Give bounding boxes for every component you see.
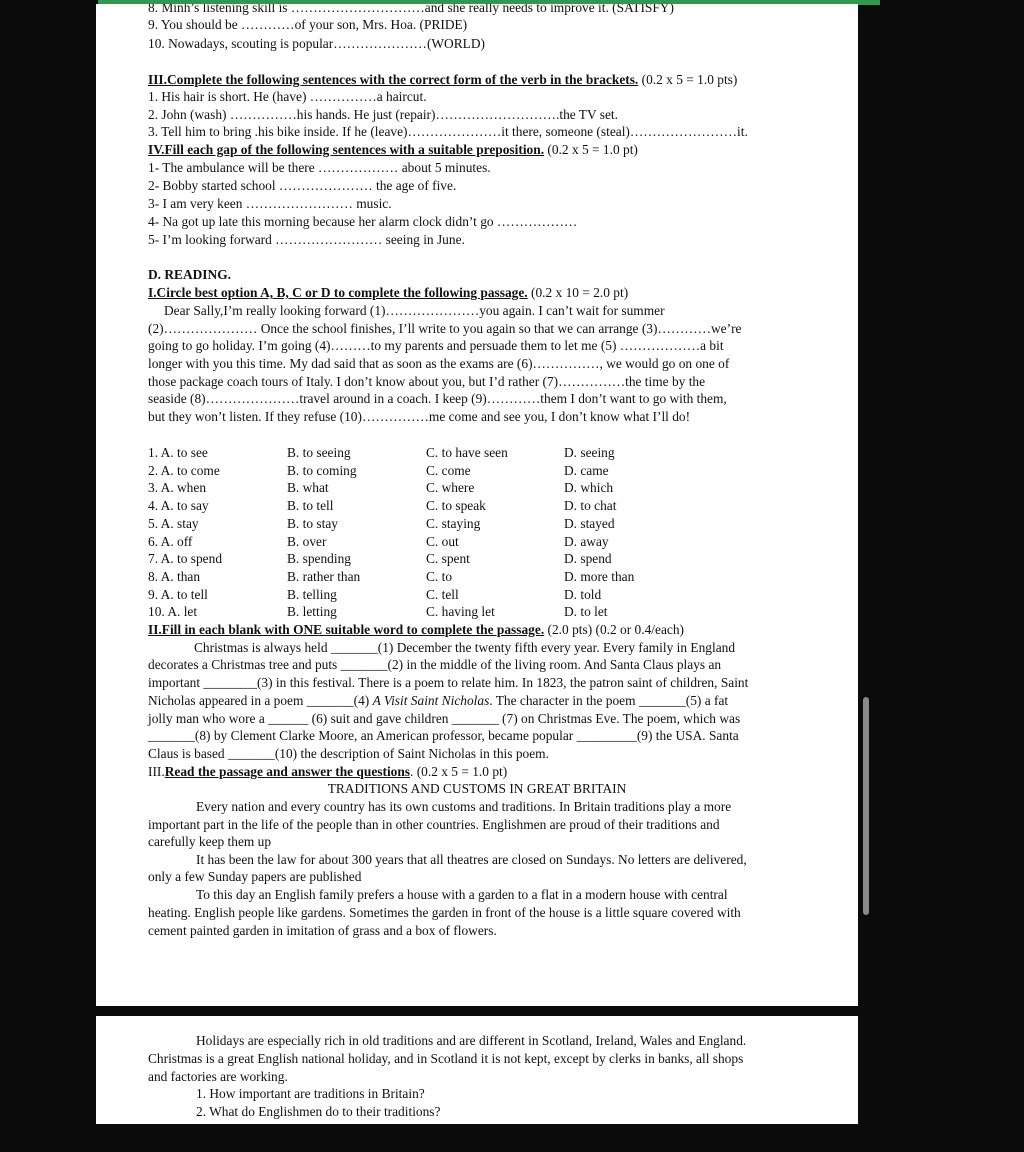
preposition-item-4: 4- Na got up late this morning because her alarm clock didn’t go ……………… xyxy=(148,214,578,229)
passage-line-4: longer with you this time. My dad said that as soon as the exams are (6)……………, we would go on one of xyxy=(148,356,730,371)
holidays-line-1: Holidays are especially rich in old traditions and are different in Scotland, Ireland, Wales and England. xyxy=(196,1033,747,1048)
option-10-c: C. having let xyxy=(426,604,495,619)
verb-section-heading xyxy=(148,71,737,88)
option-6-d: D. away xyxy=(564,534,609,549)
option-9-c: C. tell xyxy=(426,587,459,602)
traditions-line-3: carefully keep them up xyxy=(148,834,272,849)
preposition-item-1: 1- The ambulance will be there ……………… about 5 minutes. xyxy=(148,160,491,175)
fill-heading-text: II.Fill in each blank with ONE suitable word to complete the passage. xyxy=(148,622,545,637)
option-9-a: 9. A. to tell xyxy=(148,587,208,602)
preposition-heading xyxy=(148,141,638,158)
read-points: . (0.2 x 5 = 1.0 pt) xyxy=(410,764,508,779)
option-3-d: D. which xyxy=(564,480,614,495)
worksheet-page-2 xyxy=(96,1016,858,1124)
fill-line-4-start: Nicholas appeared in a poem _______(4) xyxy=(148,693,373,708)
option-2-d: D. came xyxy=(564,463,609,478)
option-3-c: C. where xyxy=(426,480,475,495)
read-prefix: III. xyxy=(148,764,165,779)
fill-line-1: Christmas is always held _______(1) December the twenty fifth every year. Every family in England xyxy=(194,640,736,655)
passage-line-1: Dear Sally,I’m really looking forward (1)…………………you again. I can’t wait for summer xyxy=(164,303,665,318)
verb-heading-text: III.Complete the following sentences with the correct form of the verb in the brackets. xyxy=(148,72,639,87)
option-1-c: C. to have seen xyxy=(426,445,508,460)
traditions-line-4: It has been the law for about 300 years that all theatres are closed on Sundays. No letters are delivered, xyxy=(196,852,747,867)
option-5-a: 5. A. stay xyxy=(148,516,199,531)
option-9-b: B. telling xyxy=(287,587,337,602)
preposition-points: (0.2 x 5 = 1.0 pt) xyxy=(544,142,638,157)
word-form-q9: 9. You should be …………of your son, Mrs. Hoa. (PRIDE) xyxy=(148,17,468,32)
option-10-b: B. letting xyxy=(287,604,337,619)
circle-heading-text: I.Circle best option A, B, C or D to complete the following passage. xyxy=(148,285,528,300)
fill-line-4 xyxy=(148,692,728,709)
question-1: 1. How important are traditions in Britain? xyxy=(196,1086,425,1101)
option-6-b: B. over xyxy=(287,534,327,549)
verb-item-3: 3. Tell him to bring .his bike inside. If he (leave)…………………it there, someone (steal)……………………it. xyxy=(148,124,748,139)
option-8-b: B. rather than xyxy=(287,569,361,584)
traditions-line-7: heating. English people like gardens. Sometimes the garden in front of the house is a little square covered with xyxy=(148,905,741,920)
option-7-c: C. spent xyxy=(426,551,470,566)
holidays-line-2: Christmas is a great English national holiday, and in Scotland it is not kept, except by clerks in banks, all shops xyxy=(148,1051,744,1066)
fill-points: (2.0 pts) (0.2 or 0.4/each) xyxy=(544,622,684,637)
verb-item-1: 1. His hair is short. He (have) ……………a haircut. xyxy=(148,89,427,104)
option-1-a: 1. A. to see xyxy=(148,445,208,460)
traditions-line-6: To this day an English family prefers a house with a garden to a flat in a modern house with central xyxy=(196,887,728,902)
option-1-d: D. seeing xyxy=(564,445,615,460)
passage-line-6: seaside (8)…………………travel around in a coach. I keep (9)…………them I don’t want to go with them, xyxy=(148,391,727,406)
passage-line-3: going to go holiday. I’m going (4)………to my parents and persuade them to let me (5) ………………a bit xyxy=(148,338,724,353)
question-2: 2. What do Englishmen do to their traditions? xyxy=(196,1104,441,1119)
preposition-item-3: 3- I am very keen …………………… music. xyxy=(148,196,392,211)
option-7-a: 7. A. to spend xyxy=(148,551,223,566)
traditions-line-1: Every nation and every country has its own customs and traditions. In Britain traditions play a more xyxy=(196,799,732,814)
option-7-d: D. spend xyxy=(564,551,612,566)
option-6-a: 6. A. off xyxy=(148,534,193,549)
option-10-d: D. to let xyxy=(564,604,608,619)
option-5-b: B. to stay xyxy=(287,516,338,531)
option-2-a: 2. A. to come xyxy=(148,463,220,478)
read-heading-text: Read the passage and answer the questions xyxy=(164,764,411,779)
preposition-heading-text: IV.Fill each gap of the following sentences with a suitable preposition. xyxy=(148,142,545,157)
option-4-c: C. to speak xyxy=(426,498,486,513)
option-1-b: B. to seeing xyxy=(287,445,351,460)
traditions-line-2: important part in the life of the people than in other countries. Englishmen are proud of their traditions and xyxy=(148,817,720,832)
option-4-b: B. to tell xyxy=(287,498,334,513)
fill-line-2: decorates a Christmas tree and puts _______(2) in the middle of the living room. And Santa Claus plays an xyxy=(148,657,722,672)
read-heading xyxy=(148,763,507,780)
option-2-b: B. to coming xyxy=(287,463,357,478)
passage-title: TRADITIONS AND CUSTOMS IN GREAT BRITAIN xyxy=(327,781,627,796)
option-8-d: D. more than xyxy=(564,569,635,584)
option-9-d: D. told xyxy=(564,587,602,602)
fill-line-7: Claus is based _______(10) the description of Saint Nicholas in this poem. xyxy=(148,746,549,761)
reading-title: D. READING. xyxy=(148,267,231,282)
circle-points: (0.2 x 10 = 2.0 pt) xyxy=(527,285,629,300)
fill-heading xyxy=(148,621,684,638)
passage-line-7: but they won’t listen. If they refuse (10)……………me come and see you, I don’t know what I’ll do! xyxy=(148,409,691,424)
option-6-c: C. out xyxy=(426,534,459,549)
passage-line-2: (2)………………… Once the school finishes, I’ll write to you again so that we can arrange (3)…………we’re xyxy=(148,321,742,336)
option-4-d: D. to chat xyxy=(564,498,617,513)
holidays-line-3: and factories are working. xyxy=(148,1069,288,1084)
option-5-c: C. staying xyxy=(426,516,481,531)
fill-line-4-end: . The character in the poem _______(5) a fat xyxy=(489,693,729,708)
fill-line-3: important ________(3) in this festival. There is a poem to relate him. In 1823, the patron saint of children, Saint xyxy=(148,675,749,690)
option-8-c: C. to xyxy=(426,569,453,584)
fill-line-5: jolly man who wore a ______ (6) suit and gave children _______ (7) on Christmas Eve. The poem, which was xyxy=(148,711,741,726)
option-2-c: C. come xyxy=(426,463,471,478)
word-form-q10: 10. Nowadays, scouting is popular…………………(WORLD) xyxy=(148,36,485,51)
option-8-a: 8. A. than xyxy=(148,569,201,584)
option-5-d: D. stayed xyxy=(564,516,615,531)
traditions-line-8: cement painted garden in imitation of grass and a box of flowers. xyxy=(148,923,497,938)
verb-item-2: 2. John (wash) ……………his hands. He just (repair)……………………….the TV set. xyxy=(148,107,618,122)
option-7-b: B. spending xyxy=(287,551,351,566)
scrollbar-thumb[interactable] xyxy=(863,697,869,915)
passage-line-5: those package coach tours of Italy. I don’t know about you, but I’d rather (7)……………the time by the xyxy=(148,374,706,389)
preposition-item-2: 2- Bobby started school ………………… the age of five. xyxy=(148,178,457,193)
verb-points: (0.2 x 5 = 1.0 pts) xyxy=(638,72,738,87)
fill-line-6: _______(8) by Clement Clarke Moore, an American professor, became popular _________(9) the USA. Santa xyxy=(148,728,739,743)
traditions-line-5: only a few Sunday papers are published xyxy=(148,869,362,884)
poem-title: A Visit Saint Nicholas xyxy=(372,693,490,708)
word-form-q8: 8. Minh’s listening skill is …………………………and she really needs to improve it. (SATISFY) xyxy=(148,4,674,15)
option-3-b: B. what xyxy=(287,480,329,495)
worksheet-page-1 xyxy=(96,4,858,1006)
circle-heading xyxy=(148,284,628,301)
option-4-a: 4. A. to say xyxy=(148,498,209,513)
option-10-a: 10. A. let xyxy=(148,604,198,619)
preposition-item-5: 5- I’m looking forward …………………… seeing in June. xyxy=(148,232,465,247)
option-3-a: 3. A. when xyxy=(148,480,207,495)
